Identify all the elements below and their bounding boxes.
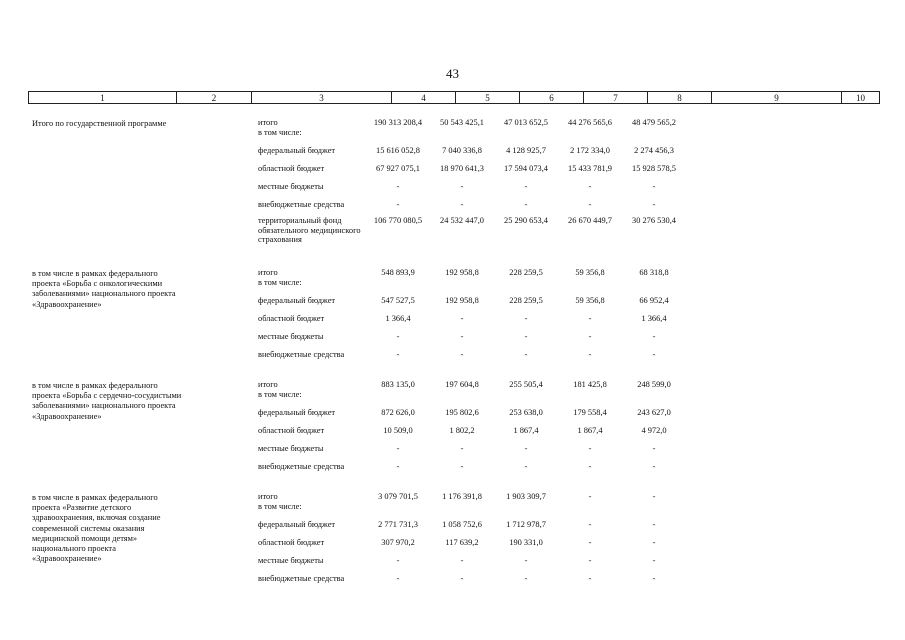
header-col-8: 8: [648, 92, 712, 104]
amount-cell: 7 040 336,8: [442, 146, 482, 155]
funding-source: внебюджетные средства: [258, 574, 345, 583]
amount-cell: -: [652, 538, 656, 547]
funding-source: федеральный бюджет: [258, 520, 336, 529]
amount-cell: -: [588, 314, 592, 323]
amount-cell: 30 276 530,4: [632, 216, 676, 225]
header-col-1: 1: [29, 92, 177, 104]
table-row: [0, 332, 905, 350]
funding-source: итого в том числе:: [258, 380, 302, 399]
amount-cell: -: [524, 314, 528, 323]
header-col-7: 7: [584, 92, 648, 104]
amount-cell: 67 927 075,1: [376, 164, 420, 173]
amount-cell: -: [460, 462, 464, 471]
amount-cell: 255 505,4: [509, 380, 543, 389]
amount-cell: 15 433 781,9: [568, 164, 612, 173]
amount-cell: -: [396, 332, 400, 341]
amount-cell: -: [460, 444, 464, 453]
amount-cell: -: [396, 182, 400, 191]
table-row: [0, 492, 905, 510]
amount-cell: 2 771 731,3: [378, 520, 418, 529]
table-row: [0, 268, 905, 286]
table-row: [0, 538, 905, 556]
amount-cell: -: [588, 520, 592, 529]
column-number-header: [28, 91, 880, 104]
amount-cell: -: [396, 350, 400, 359]
amount-cell: -: [588, 350, 592, 359]
amount-cell: -: [524, 574, 528, 583]
header-col-3: 3: [252, 92, 392, 104]
section-label: в том числе в рамках федерального проекта «Развитие детского здравоохранения, включая создание современной системы оказания медицинской помощи детям» национального проекта «Здравоохранение»: [32, 493, 161, 564]
amount-cell: 4 128 925,7: [506, 146, 546, 155]
amount-cell: 228 259,5: [509, 268, 543, 277]
table-row: [0, 118, 905, 136]
amount-cell: -: [588, 182, 592, 191]
amount-cell: -: [524, 462, 528, 471]
amount-cell: -: [652, 350, 656, 359]
amount-cell: -: [588, 538, 592, 547]
amount-cell: 18 970 641,3: [440, 164, 484, 173]
table-row: [0, 408, 905, 426]
funding-source: внебюджетные средства: [258, 200, 345, 209]
amount-cell: -: [460, 574, 464, 583]
funding-source: областной бюджет: [258, 314, 325, 323]
table-row: [0, 574, 905, 592]
table-row: [0, 350, 905, 368]
header-col-5: 5: [456, 92, 520, 104]
amount-cell: -: [652, 520, 656, 529]
funding-source: итого в том числе:: [258, 268, 302, 287]
amount-cell: 197 604,8: [445, 380, 479, 389]
amount-cell: 248 599,0: [637, 380, 671, 389]
amount-cell: 192 958,8: [445, 268, 479, 277]
amount-cell: 1 903 309,7: [506, 492, 546, 501]
amount-cell: -: [652, 200, 656, 209]
amount-cell: -: [396, 444, 400, 453]
amount-cell: 26 670 449,7: [568, 216, 612, 225]
amount-cell: -: [460, 200, 464, 209]
amount-cell: 243 627,0: [637, 408, 671, 417]
amount-cell: -: [524, 556, 528, 565]
funding-source: итого в том числе:: [258, 118, 302, 137]
amount-cell: -: [460, 182, 464, 191]
amount-cell: 59 356,8: [575, 296, 605, 305]
amount-cell: 547 527,5: [381, 296, 415, 305]
table-row: [0, 164, 905, 182]
amount-cell: 1 802,2: [449, 426, 475, 435]
amount-cell: 66 952,4: [639, 296, 669, 305]
header-col-6: 6: [520, 92, 584, 104]
section-label: в том числе в рамках федерального проекта «Борьба с онкологическими заболеваниями» национального проекта «Здравоохранение»: [32, 269, 176, 309]
table-row: [0, 314, 905, 332]
amount-cell: 17 594 073,4: [504, 164, 548, 173]
table-row: [0, 426, 905, 444]
table-row: [0, 380, 905, 398]
section-label: в том числе в рамках федерального проекта «Борьба с сердечно-сосудистыми заболеваниями» национального проекта «Здравоохранение»: [32, 381, 182, 421]
funding-source: местные бюджеты: [258, 556, 324, 565]
amount-cell: 50 543 425,1: [440, 118, 484, 127]
amount-cell: 59 356,8: [575, 268, 605, 277]
amount-cell: -: [652, 182, 656, 191]
table-row: [0, 520, 905, 538]
table-row: [0, 146, 905, 164]
funding-source: местные бюджеты: [258, 444, 324, 453]
amount-cell: -: [588, 200, 592, 209]
amount-cell: -: [396, 200, 400, 209]
amount-cell: -: [524, 332, 528, 341]
funding-source: федеральный бюджет: [258, 408, 336, 417]
amount-cell: 24 532 447,0: [440, 216, 484, 225]
header-col-10: 10: [842, 92, 880, 104]
amount-cell: -: [396, 556, 400, 565]
table-row: [0, 556, 905, 574]
funding-source: итого в том числе:: [258, 492, 302, 511]
amount-cell: 1 366,4: [385, 314, 411, 323]
amount-cell: 106 770 080,5: [373, 216, 423, 225]
funding-source: областной бюджет: [258, 538, 325, 547]
amount-cell: 48 479 565,2: [632, 118, 676, 127]
amount-cell: -: [396, 574, 400, 583]
amount-cell: -: [652, 332, 656, 341]
amount-cell: -: [460, 332, 464, 341]
amount-cell: 1 176 391,8: [442, 492, 482, 501]
amount-cell: -: [524, 200, 528, 209]
amount-cell: -: [396, 462, 400, 471]
amount-cell: -: [588, 462, 592, 471]
amount-cell: 47 013 652,5: [504, 118, 548, 127]
amount-cell: 190 331,0: [509, 538, 543, 547]
amount-cell: 1 058 752,6: [442, 520, 482, 529]
amount-cell: 1 712 978,7: [506, 520, 546, 529]
funding-source: областной бюджет: [258, 164, 325, 173]
table-row: [0, 444, 905, 462]
header-col-9: 9: [712, 92, 842, 104]
table-row: [0, 182, 905, 200]
amount-cell: 307 970,2: [381, 538, 415, 547]
amount-cell: 44 276 565,6: [568, 118, 612, 127]
funding-source: федеральный бюджет: [258, 296, 336, 305]
amount-cell: -: [588, 556, 592, 565]
amount-cell: -: [588, 444, 592, 453]
funding-source: федеральный бюджет: [258, 146, 336, 155]
amount-cell: 3 079 701,5: [378, 492, 418, 501]
amount-cell: -: [524, 350, 528, 359]
funding-source: территориальный фонд обязательного медицинского страхования: [258, 216, 361, 245]
amount-cell: -: [460, 350, 464, 359]
table-row: [0, 296, 905, 314]
amount-cell: 1 867,4: [577, 426, 603, 435]
amount-cell: 1 867,4: [513, 426, 539, 435]
amount-cell: 190 313 208,4: [373, 118, 423, 127]
amount-cell: -: [588, 332, 592, 341]
amount-cell: -: [460, 556, 464, 565]
amount-cell: -: [524, 182, 528, 191]
amount-cell: 253 638,0: [509, 408, 543, 417]
funding-source: местные бюджеты: [258, 332, 324, 341]
amount-cell: 228 259,5: [509, 296, 543, 305]
amount-cell: 15 616 052,8: [376, 146, 420, 155]
funding-source: областной бюджет: [258, 426, 325, 435]
funding-source: внебюджетные средства: [258, 462, 345, 471]
amount-cell: 1 366,4: [641, 314, 667, 323]
header-col-2: 2: [177, 92, 252, 104]
amount-cell: -: [652, 462, 656, 471]
amount-cell: -: [524, 444, 528, 453]
amount-cell: -: [652, 574, 656, 583]
funding-source: внебюджетные средства: [258, 350, 345, 359]
amount-cell: 872 626,0: [381, 408, 415, 417]
amount-cell: 181 425,8: [573, 380, 607, 389]
amount-cell: -: [652, 556, 656, 565]
amount-cell: -: [652, 444, 656, 453]
amount-cell: 25 290 653,4: [504, 216, 548, 225]
amount-cell: -: [460, 314, 464, 323]
amount-cell: 117 639,2: [445, 538, 479, 547]
amount-cell: 179 558,4: [573, 408, 607, 417]
amount-cell: 15 928 578,5: [632, 164, 676, 173]
amount-cell: 548 893,9: [381, 268, 415, 277]
table-row: [0, 216, 905, 245]
funding-source: местные бюджеты: [258, 182, 324, 191]
amount-cell: -: [652, 492, 656, 501]
amount-cell: 883 135,0: [381, 380, 415, 389]
amount-cell: 4 972,0: [641, 426, 667, 435]
amount-cell: 10 509,0: [383, 426, 413, 435]
amount-cell: -: [588, 492, 592, 501]
table-row: [0, 462, 905, 480]
header-col-4: 4: [392, 92, 456, 104]
amount-cell: 2 274 456,3: [634, 146, 674, 155]
amount-cell: 195 802,6: [445, 408, 479, 417]
amount-cell: 192 958,8: [445, 296, 479, 305]
section-label: Итого по государственной программе: [32, 119, 167, 128]
amount-cell: -: [588, 574, 592, 583]
amount-cell: 2 172 334,0: [570, 146, 610, 155]
amount-cell: 68 318,8: [639, 268, 669, 277]
page-number: 43: [446, 66, 459, 81]
